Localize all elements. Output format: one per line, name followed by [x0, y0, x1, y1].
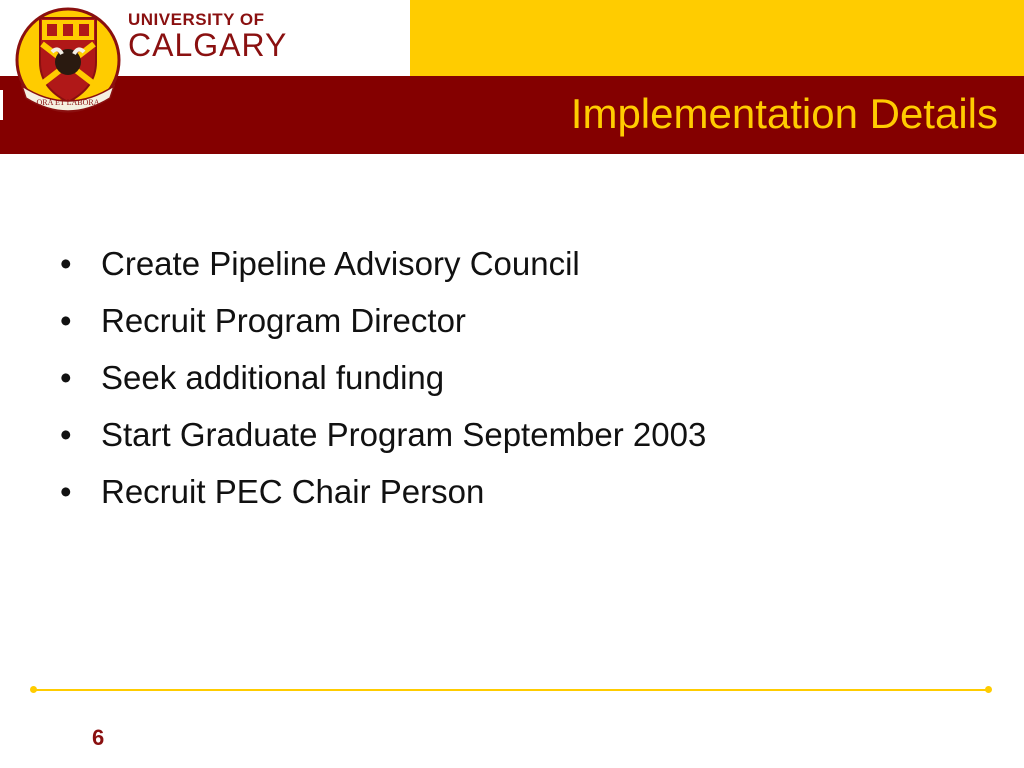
bullet-item [60, 359, 706, 416]
university-crest-icon [14, 6, 122, 114]
slide-title: Implementation Details [570, 90, 998, 137]
bullet-glyph: • [60, 473, 72, 510]
footer-divider [33, 689, 989, 691]
bullet-item [60, 416, 706, 473]
bullet-item [60, 245, 706, 302]
university-name-line1: UNIVERSITY OF [128, 10, 265, 29]
bullet-item [60, 473, 706, 530]
bullet-glyph: • [60, 302, 72, 339]
bullet-text: Seek additional funding [101, 359, 445, 396]
bullet-text: Create Pipeline Advisory Council [101, 245, 580, 282]
university-name-line2: CALGARY [128, 27, 288, 63]
bullet-text: Recruit PEC Chair Person [101, 473, 485, 510]
crest-motto: ORA ET LABORA [36, 98, 100, 107]
bullet-glyph: • [60, 359, 72, 396]
header-left-mark [0, 90, 3, 120]
bullet-glyph: • [60, 245, 72, 282]
bullet-glyph: • [60, 416, 72, 453]
bullet-item [60, 302, 706, 359]
page-number: 6 [92, 725, 105, 750]
university-wordmark [128, 10, 388, 66]
bullet-text: Recruit Program Director [101, 302, 466, 339]
bullet-list [60, 245, 706, 530]
bullet-text: Start Graduate Program September 2003 [101, 416, 707, 453]
footer-rule-end-right [985, 686, 992, 693]
